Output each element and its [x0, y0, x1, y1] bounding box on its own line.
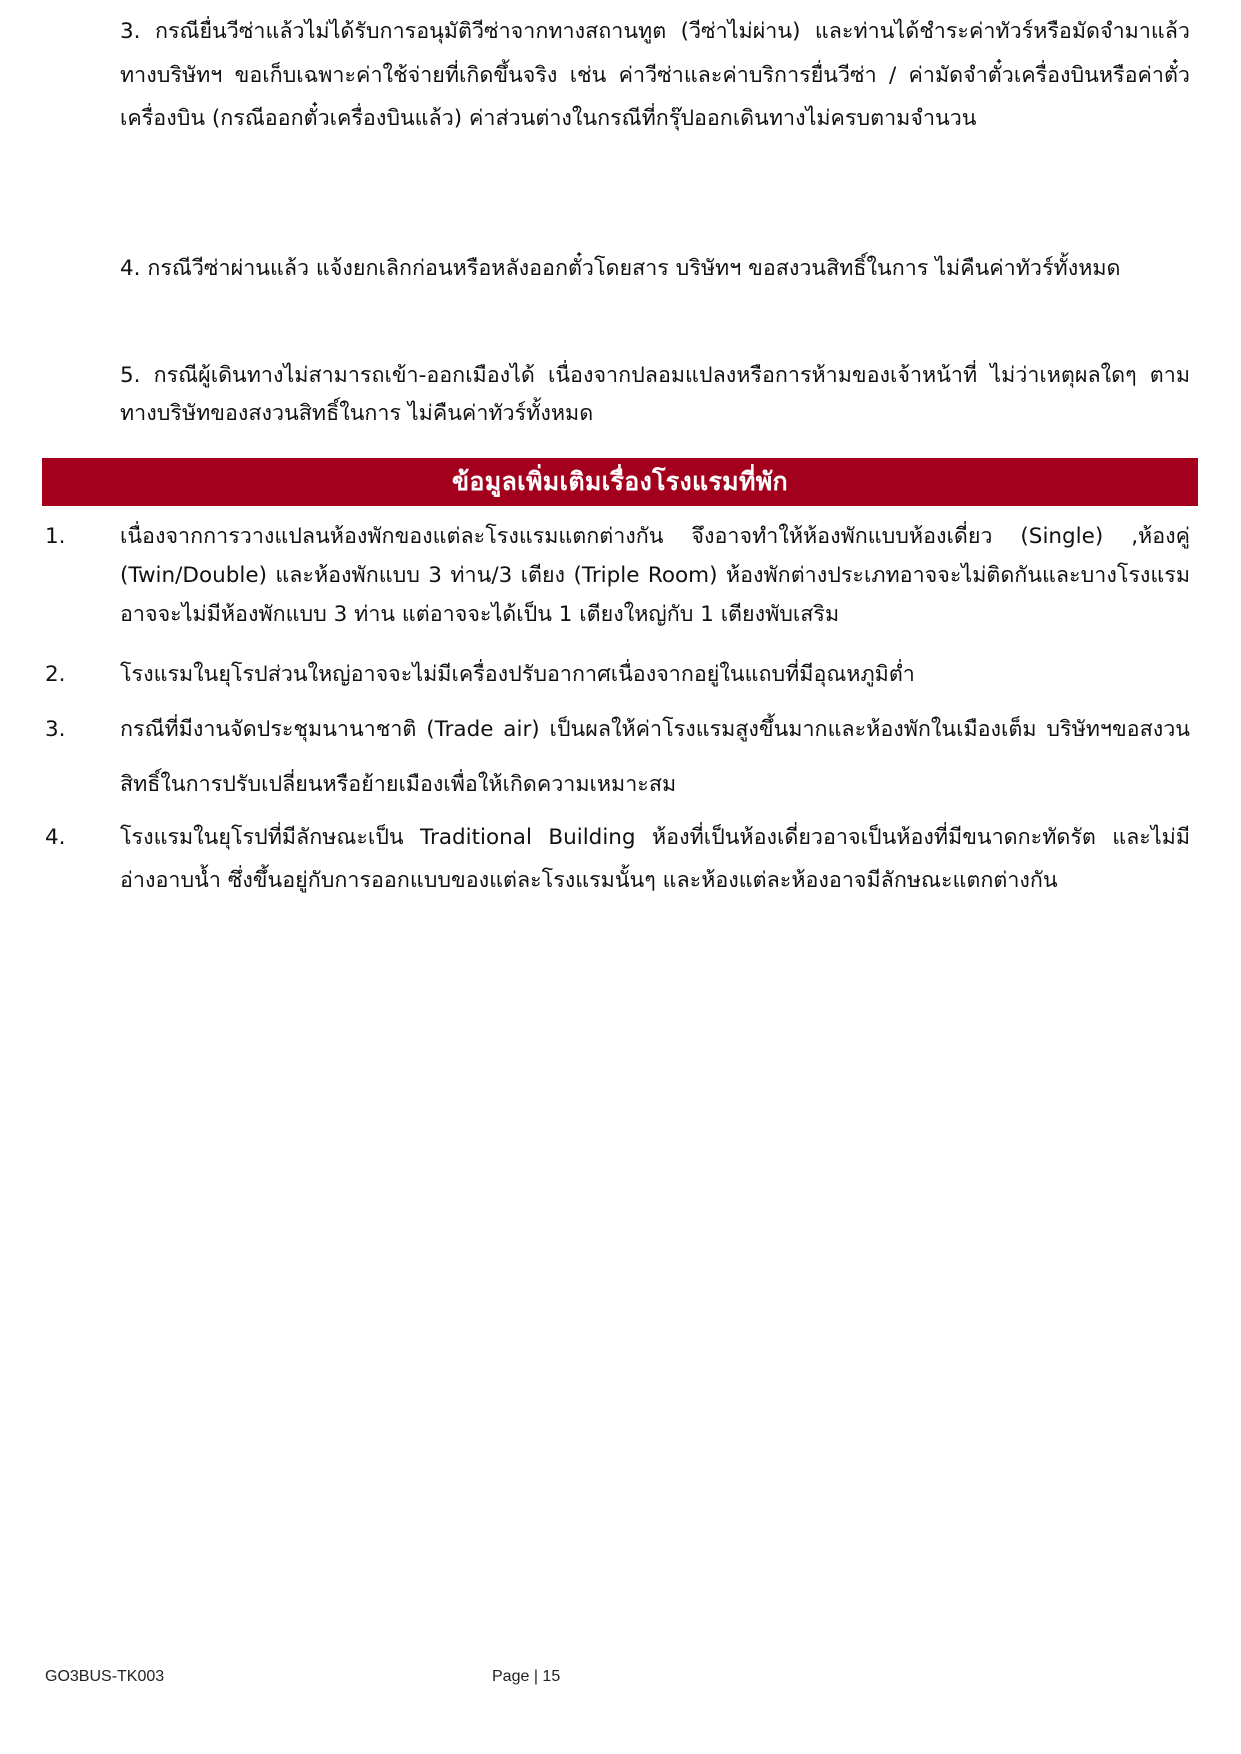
section-title: ข้อมูลเพิ่มเติมเรื่องโรงแรมที่พัก — [452, 467, 788, 496]
item-text: โรงแรมในยุโรปที่มีลักษณะเป็น Traditional Building ห้องที่เป็นห้องเดี่ยวอาจเป็นห้องที่มีขนาดกะทัดรัต และไม่มีอ่างอาบน้ำ ซึ่งขึ้นอยู่กับการออกแบบของแต่ละโรงแรมนั้นๆ และห้องแต่ละห้องอาจมีลักษณะแตกต่างกัน — [120, 825, 1190, 893]
item-text: โรงแรมในยุโรปส่วนใหญ่อาจจะไม่มีเครื่องปรับอากาศเนื่องจากอยู่ในแถบที่มีอุณหภูมิต่ำ — [120, 662, 915, 687]
footer-page-number: Page | 15 — [492, 1668, 561, 1685]
item-text: เนื่องจากการวางแปลนห้องพักของแต่ละโรงแรมแตกต่างกัน จึงอาจทำให้ห้องพักแบบห้องเดี่ยว (Single) ,ห้องคู่ (Twin/Double) และห้องพักแบบ 3 ท่าน/3 เตียง (Triple Room) ห้องพักต่างประเภทอาจจะไม่ติดกันและบางโรงแรม อาจจะไม่มีห้องพักแบบ 3 ท่าน แต่อาจจะได้เป็น 1 เตียงใหญ่กับ 1 เตียงพับเสริม — [120, 524, 1190, 627]
item-number: 3. — [45, 717, 66, 742]
cancellation-item-4: 4. กรณีวีซ่าผ่านแล้ว แจ้งยกเลิกก่อนหรือหลังออกตั๋วโดยสาร บริษัทฯ ขอสงวนสิทธิ์ในการ ไม่คืนค่าทัวร์ทั้งหมด — [120, 256, 1121, 281]
section-header-bar — [42, 458, 1198, 506]
item-number: 4. — [45, 825, 66, 850]
item-number: 2. — [45, 662, 66, 687]
cancellation-item-5: 5. กรณีผู้เดินทางไม่สามารถเข้า-ออกเมืองได้ เนื่องจากปลอมแปลงหรือการห้ามของเจ้าหน้าที่ ไม่ว่าเหตุผลใดๆ ตามทางบริษัทของสงวนสิทธิ์ในการ ไม่คืนค่าทัวร์ทั้งหมด — [120, 363, 1190, 426]
cancellation-item-3: 3. กรณียื่นวีซ่าแล้วไม่ได้รับการอนุมัติวีซ่าจากทางสถานทูต (วีซ่าไม่ผ่าน) และท่านได้ชำระค่าทัวร์หรือมัดจำมาแล้ว ทางบริษัทฯ ขอเก็บเฉพาะค่าใช้จ่ายที่เกิดขึ้นจริง เช่น ค่าวีซ่าและค่าบริการยื่นวีซ่า / ค่ามัดจำตั๋วเครื่องบินหรือค่าตั๋วเครื่องบิน (กรณีออกตั๋วเครื่องบินแล้ว) ค่าส่วนต่างในกรณีที่กรุ๊ปออกเดินทางไม่ครบตามจำนวน — [120, 19, 1190, 131]
footer-document-code: GO3BUS-TK003 — [45, 1668, 165, 1685]
item-number: 1. — [45, 524, 66, 549]
item-text: กรณีที่มีงานจัดประชุมนานาชาติ (Trade air) เป็นผลให้ค่าโรงแรมสูงขึ้นมากและห้องพักในเมืองเต็ม บริษัทฯขอสงวนสิทธิ์ในการปรับเปลี่ยนหรือย้ายเมืองเพื่อให้เกิดความเหมาะสม — [120, 717, 1190, 797]
